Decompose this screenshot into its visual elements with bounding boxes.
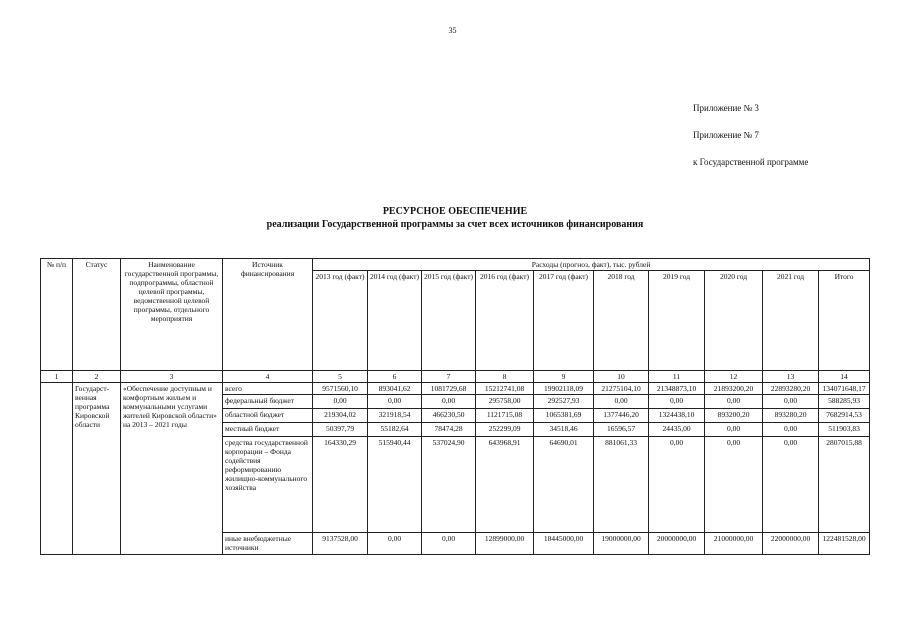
column-number: 2 [73,371,121,383]
source-cell: местный бюджет [223,423,313,437]
source-cell: средства государственной корпорации – Фонда содействия реформированию жилищно-коммунального хозяйства [223,437,313,533]
value-cell: 19000000,00 [594,533,649,555]
total-cell: 134071648,17 [819,383,870,395]
value-cell: 0,00 [649,437,705,533]
column-number: 4 [223,371,313,383]
column-number: 6 [368,371,422,383]
header-year: 2020 год [705,271,763,371]
header-status: Статус [73,259,121,371]
value-cell: 19902118,09 [534,383,594,395]
header-year: 2021 год [763,271,819,371]
value-cell: 15212741,08 [476,383,534,395]
value-cell: 0,00 [368,533,422,555]
value-cell: 21000000,00 [705,533,763,555]
value-cell: 164330,29 [313,437,368,533]
appendix-line-1: Приложение № 3 [693,103,759,113]
total-cell: 7682914,53 [819,409,870,423]
value-cell: 0,00 [705,437,763,533]
column-number-row [41,371,870,383]
column-number: 1 [41,371,73,383]
value-cell: 16596,57 [594,423,649,437]
value-cell: 12899000,00 [476,533,534,555]
title-line-2: реализации Государственной программы за счет всех источников финансирования [266,219,644,230]
value-cell: 9137528,00 [313,533,368,555]
value-cell: 0,00 [368,395,422,409]
column-number: 5 [313,371,368,383]
title-line-1: РЕСУРСНОЕ ОБЕСПЕЧЕНИЕ [382,206,528,217]
value-cell: 21893200,20 [705,383,763,395]
value-cell: 321918,54 [368,409,422,423]
source-cell: областной бюджет [223,409,313,423]
column-number: 13 [763,371,819,383]
column-number: 8 [476,371,534,383]
value-cell: 0,00 [594,395,649,409]
value-cell: 893200,20 [705,409,763,423]
page-number: 35 [448,26,457,35]
value-cell: 0,00 [705,423,763,437]
column-number: 12 [705,371,763,383]
header-row-1 [41,259,870,271]
value-cell: 466230,50 [422,409,476,423]
value-cell: 20000000,00 [649,533,705,555]
value-cell: 24435,00 [649,423,705,437]
value-cell: 22000000,00 [763,533,819,555]
document-title [40,205,870,231]
value-cell: 881061,33 [594,437,649,533]
source-cell: всего [223,383,313,395]
value-cell: 515940,44 [368,437,422,533]
value-cell: 0,00 [763,395,819,409]
value-cell: 1065381,69 [534,409,594,423]
value-cell: 252299,09 [476,423,534,437]
value-cell: 295758,00 [476,395,534,409]
header-expenses: Расходы (прогноз, факт), тыс. рублей [313,259,870,271]
value-cell: 893280,20 [763,409,819,423]
source-cell: иные внебюджетные источники [223,533,313,555]
appendix-line-2: Приложение № 7 [693,130,759,140]
value-cell: 0,00 [763,423,819,437]
header-source: Источник финансирования [223,259,313,371]
header-num: № п/п [41,259,73,371]
column-number: 11 [649,371,705,383]
row-name-cell: «Обеспечение доступным и комфортным жильем и коммунальными услугами жителей Кировской области» на 2013 – 2021 годы [121,383,223,555]
header-year: 2017 год (факт) [534,271,594,371]
value-cell: 78474,28 [422,423,476,437]
value-cell: 292527,93 [534,395,594,409]
value-cell: 893041,62 [368,383,422,395]
total-cell: 511903,83 [819,423,870,437]
value-cell: 0,00 [422,533,476,555]
header-name: Наименование государственной программы, подпрограммы, областной целевой программы, ведомственной целевой программы, отдельного мероприятия [121,259,223,371]
value-cell: 21348873,10 [649,383,705,395]
table-row [41,383,870,395]
value-cell: 22893280,20 [763,383,819,395]
column-number: 14 [819,371,870,383]
value-cell: 50397,79 [313,423,368,437]
value-cell: 9571560,10 [313,383,368,395]
value-cell: 21275104,10 [594,383,649,395]
header-total: Итого [819,271,870,371]
header-year: 2013 год (факт) [313,271,368,371]
column-number: 7 [422,371,476,383]
value-cell: 18445000,00 [534,533,594,555]
row-num-cell [41,383,73,555]
header-year: 2018 год [594,271,649,371]
header-year: 2019 год [649,271,705,371]
value-cell: 34518,46 [534,423,594,437]
value-cell: 643968,91 [476,437,534,533]
value-cell: 55182,64 [368,423,422,437]
value-cell: 0,00 [763,437,819,533]
header-year: 2015 год (факт) [422,271,476,371]
appendix-line-3: к Государственной программе [693,157,809,167]
value-cell: 1324438,10 [649,409,705,423]
value-cell: 0,00 [313,395,368,409]
value-cell: 1377446,20 [594,409,649,423]
header-year: 2016 год (факт) [476,271,534,371]
source-cell: федеральный бюджет [223,395,313,409]
value-cell: 64690,01 [534,437,594,533]
appendix-block [693,95,808,176]
value-cell: 0,00 [649,395,705,409]
value-cell: 1121715,08 [476,409,534,423]
total-cell: 2807015,88 [819,437,870,533]
column-number: 10 [594,371,649,383]
resource-table [40,258,870,555]
value-cell: 219304,02 [313,409,368,423]
total-cell: 122481528,00 [819,533,870,555]
total-cell: 588285,93 [819,395,870,409]
value-cell: 0,00 [705,395,763,409]
column-number: 3 [121,371,223,383]
value-cell: 537024,90 [422,437,476,533]
header-year: 2014 год (факт) [368,271,422,371]
value-cell: 0,00 [422,395,476,409]
value-cell: 1081729,68 [422,383,476,395]
row-status-cell: Государст-венная программа Кировской области [73,383,121,555]
column-number: 9 [534,371,594,383]
